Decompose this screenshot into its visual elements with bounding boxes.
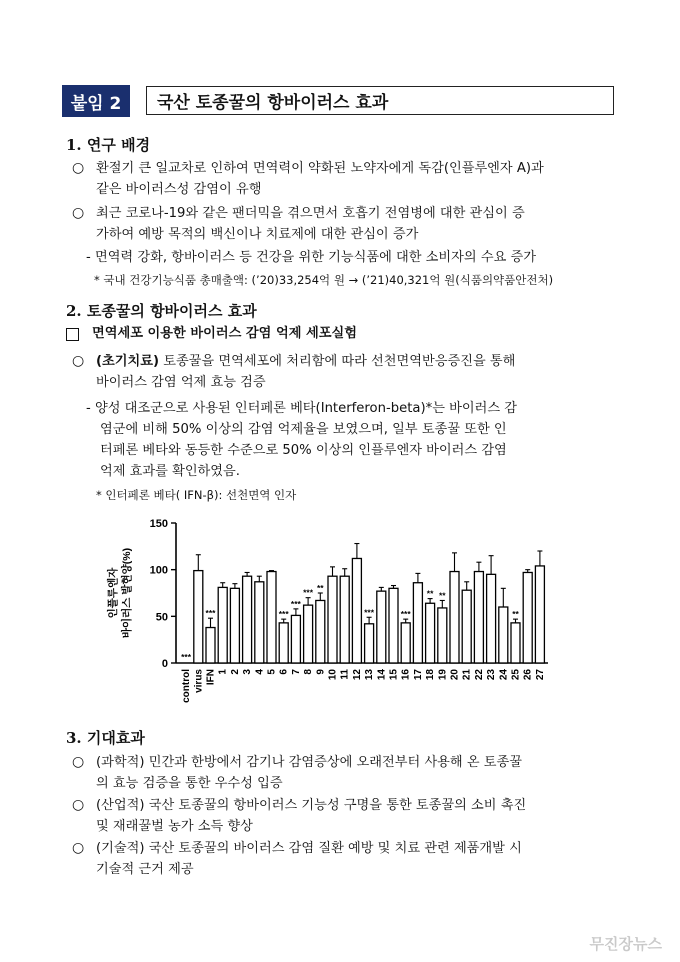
x-tick-label: 18	[425, 669, 437, 681]
x-tick-label: IFN	[205, 669, 217, 686]
x-tick-label: 10	[327, 669, 339, 681]
y-axis-label-line1: 인플루엔자	[107, 567, 119, 619]
section2-note: * 인터페론 베타( IFN-β): 선천면역 인자	[96, 488, 297, 502]
significance-label: ***	[181, 652, 192, 662]
x-tick-label: 25	[510, 669, 522, 681]
bar	[389, 588, 398, 663]
x-tick-label: 1	[217, 669, 229, 675]
attachment-tag: 붙임 2	[62, 85, 130, 117]
bar	[328, 576, 337, 663]
x-tick-label: 8	[303, 669, 315, 675]
x-tick-label: 2	[229, 669, 241, 675]
circle-bullet-icon: ○	[72, 754, 85, 770]
x-tick-label: 5	[266, 669, 278, 675]
x-tick-label: 7	[290, 669, 302, 675]
x-tick-label: 6	[278, 669, 290, 675]
x-tick-label: virus	[193, 669, 205, 693]
significance-label: **	[512, 609, 519, 620]
section3-bullet2-line1: (산업적) 국산 토종꿀의 항바이러스 기능성 구명을 통한 토종꿀의 소비 촉진	[96, 798, 527, 813]
bar	[487, 574, 496, 663]
y-tick-label: 50	[155, 611, 168, 624]
section1-bullet2-line1: 최근 코로나-19와 같은 팬더믹을 겪으면서 호흡기 전염병에 대한 관심이 증	[96, 206, 525, 221]
circle-bullet-icon: ○	[72, 840, 85, 856]
bar	[230, 588, 239, 663]
x-tick-label: 23	[486, 669, 498, 681]
x-tick-label: 15	[388, 669, 400, 681]
significance-label: ***	[205, 608, 216, 619]
bar	[499, 607, 508, 663]
bar	[218, 587, 227, 663]
bar	[194, 571, 203, 663]
significance-label: ***	[290, 598, 301, 609]
section2-dash-line1: - 양성 대조군으로 사용된 인터페론 베타(Interferon-beta)*는 바이러스 감	[86, 401, 518, 416]
bar	[450, 572, 459, 663]
x-tick-label: 12	[351, 669, 363, 681]
circle-bullet-icon: ○	[72, 205, 85, 221]
bar	[523, 572, 532, 663]
bar	[243, 576, 252, 663]
section2-bullet-bold: (초기치료)	[96, 354, 160, 369]
x-tick-label: control	[181, 669, 193, 703]
bar	[340, 576, 349, 663]
x-tick-label: 17	[412, 669, 424, 681]
circle-bullet-icon: ○	[72, 353, 85, 369]
bar	[438, 608, 447, 663]
bar	[401, 623, 410, 663]
section3-bullet3-line1: (기술적) 국산 토종꿀의 바이러스 감염 질환 예방 및 치료 관련 제품개발 시	[96, 841, 522, 856]
section1-bullet2-line2: 가하여 예방 목적의 백신이나 치료제에 대한 관심이 증가	[96, 227, 419, 242]
x-tick-label: 9	[315, 669, 327, 675]
bar	[304, 605, 313, 663]
section1-bullet1-line1: 환절기 큰 일교차로 인하여 면역력이 약화된 노약자에게 독감(인플루엔자 A)과	[96, 161, 544, 176]
y-tick-label: 150	[149, 518, 168, 530]
section1-note: * 국내 건강기능식품 총매출액: (’20)33,254억 원 → (’21)40,321억 원(식품의약품안전처)	[94, 273, 554, 287]
significance-label: ***	[303, 587, 314, 598]
section1-bullet1-line2: 같은 바이러스성 감염이 유행	[96, 182, 262, 197]
bar	[462, 590, 471, 663]
x-tick-label: 22	[473, 669, 485, 681]
section2-dash-line4: 억제 효과를 확인하였음.	[100, 464, 240, 479]
bar	[291, 615, 300, 663]
x-tick-label: 19	[437, 669, 449, 681]
section3-bullet1-line1: (과학적) 민간과 한방에서 감기나 감염증상에 오래전부터 사용해 온 토종꿀	[96, 755, 522, 770]
bar	[206, 628, 215, 663]
x-tick-label: 4	[254, 669, 266, 675]
y-axis-label-line2: 바이러스 발현양(%)	[121, 547, 133, 639]
section2-heading: 2. 토종꿀의 항바이러스 효과	[66, 302, 257, 320]
bar	[365, 624, 374, 663]
section3-bullet1-line2: 의 효능 검증을 통한 우수성 입증	[96, 776, 283, 791]
x-tick-label: 16	[400, 669, 412, 681]
section1-heading: 1. 연구 배경	[66, 136, 151, 154]
x-tick-label: 26	[522, 669, 534, 681]
x-tick-label: 11	[339, 669, 351, 680]
bar	[316, 600, 325, 663]
significance-label: **	[316, 583, 324, 593]
bar	[474, 572, 483, 663]
news-watermark-logo: 무진장뉴스	[589, 935, 662, 953]
section3-bullet2-line2: 및 재래꿀벌 농가 소득 향상	[96, 819, 253, 834]
x-tick-label: 13	[364, 669, 376, 681]
section2-bullet-line1	[96, 351, 515, 372]
circle-bullet-icon: ○	[72, 160, 85, 176]
section2-subheading: 면역세포 이용한 바이러스 감염 억제 세포실험	[92, 326, 357, 341]
bar	[267, 572, 276, 663]
x-tick-label: 14	[376, 669, 388, 681]
significance-label: **	[438, 590, 446, 601]
section2-dash-line2: 염군에 비해 50% 이상의 감염 억제율을 보였으며, 일부 토종꿀 또한 인	[100, 422, 507, 437]
section3-heading: 3. 기대효과	[66, 729, 145, 747]
square-bullet-icon	[66, 328, 79, 341]
section3-bullet3-line2: 기술적 근거 제공	[96, 862, 194, 877]
bar	[279, 623, 288, 663]
bar	[352, 558, 361, 663]
y-tick-label: 0	[161, 658, 168, 670]
significance-label: **	[426, 588, 434, 599]
x-tick-label: 21	[461, 669, 473, 681]
section2-bullet-text: 토종꿀을 면역세포에 처리함에 따라 선천면역반응증진을 통해	[159, 354, 516, 369]
x-tick-label: 24	[498, 669, 510, 681]
bar	[255, 582, 264, 663]
section2-bullet-line2: 바이러스 감염 억제 효능 검증	[96, 375, 266, 390]
y-tick-label: 100	[149, 564, 168, 577]
x-tick-label: 27	[534, 669, 546, 681]
circle-bullet-icon: ○	[72, 797, 85, 813]
x-tick-label: 20	[449, 669, 461, 681]
significance-label: ***	[364, 607, 375, 618]
bar	[535, 566, 544, 663]
bar	[377, 591, 386, 663]
bar	[426, 603, 435, 663]
section1-dash-item: - 면역력 강화, 항바이러스 등 건강을 위한 기능식품에 대한 소비자의 수요 증가	[86, 250, 536, 265]
bar	[413, 583, 422, 663]
bar	[511, 623, 520, 663]
x-tick-label: 3	[242, 669, 254, 675]
virus-expression-bar-chart	[100, 512, 570, 712]
y-axis-label	[106, 548, 133, 638]
significance-label: ***	[400, 609, 411, 620]
page-title: 국산 토종꿀의 항바이러스 효과	[146, 86, 614, 115]
section2-dash-line3: 터페론 베타와 동등한 수준으로 50% 이상의 인플루엔자 바이러스 감염	[100, 443, 507, 458]
significance-label: ***	[278, 609, 289, 620]
